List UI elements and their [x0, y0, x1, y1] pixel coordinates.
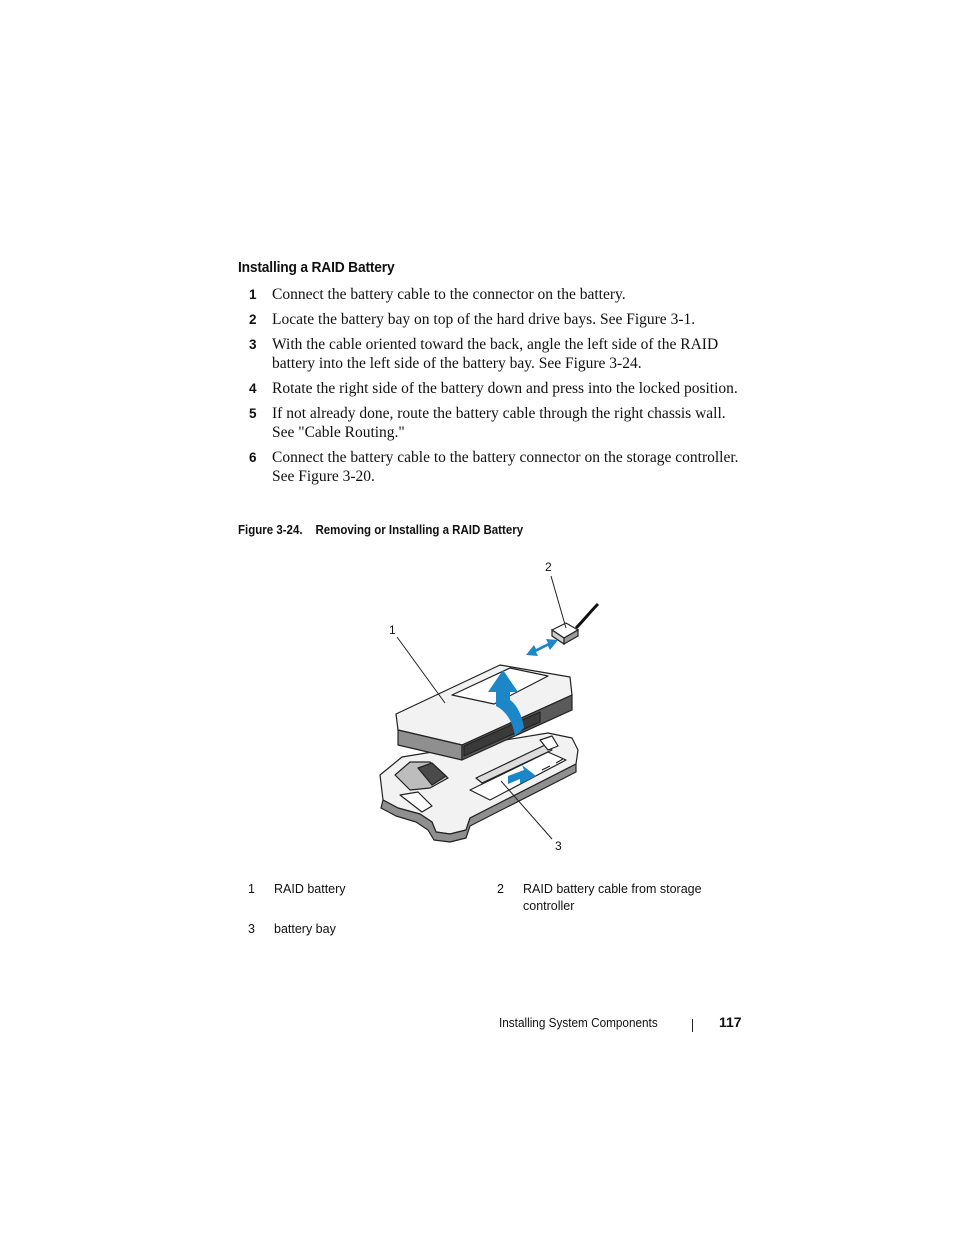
callout-label-3: 3	[555, 839, 562, 853]
step-item	[248, 285, 748, 304]
step-item	[248, 404, 748, 442]
step-number: 3	[249, 337, 257, 352]
figure-title: Removing or Installing a RAID Battery	[315, 523, 524, 537]
step-item	[248, 335, 748, 373]
step-number: 6	[249, 450, 257, 465]
step-item	[248, 448, 748, 486]
step-text: Connect the battery cable to the connector on the battery.	[272, 286, 626, 303]
step-text: If not already done, route the battery cable through the right chassis wall. See "Cable Routing."	[272, 405, 726, 441]
procedure-steps	[248, 285, 748, 492]
callout-label-1: 1	[389, 623, 396, 637]
callout-label-2: 2	[545, 560, 552, 574]
step-text: Locate the battery bay on top of the hard drive bays. See Figure 3-1.	[272, 311, 696, 328]
step-number: 2	[249, 312, 257, 327]
legend-item-3	[248, 921, 468, 938]
step-text: Connect the battery cable to the battery connector on the storage controller. See Figure 3-20.	[272, 449, 739, 485]
step-number: 5	[249, 406, 257, 421]
double-arrow-icon	[526, 639, 558, 656]
raid-battery-illustration	[370, 555, 610, 855]
legend-text: battery bay	[274, 922, 336, 936]
figure-number: Figure 3-24.	[238, 523, 303, 537]
step-text: Rotate the right side of the battery down and press into the locked position.	[272, 380, 738, 397]
legend-number: 3	[248, 922, 255, 936]
step-item	[248, 379, 748, 398]
legend-item-1	[248, 881, 468, 898]
legend-number: 2	[497, 882, 504, 896]
footer-title: Installing System Components	[499, 1016, 658, 1030]
battery-cable	[552, 604, 598, 644]
figure-caption	[238, 523, 523, 537]
legend-text: RAID battery	[274, 882, 346, 896]
step-number: 4	[249, 381, 257, 396]
footer-divider	[692, 1019, 693, 1032]
step-item	[248, 310, 748, 329]
page-number: 117	[719, 1014, 742, 1030]
legend-text: RAID battery cable from storage controller	[523, 882, 702, 913]
legend-number: 1	[248, 882, 255, 896]
step-number: 1	[249, 287, 257, 302]
legend-item-2	[497, 881, 737, 915]
step-text: With the cable oriented toward the back, angle the left side of the RAID battery into the left side of the battery bay. See Figure 3-24.	[272, 336, 719, 372]
section-heading: Installing a RAID Battery	[238, 259, 395, 276]
